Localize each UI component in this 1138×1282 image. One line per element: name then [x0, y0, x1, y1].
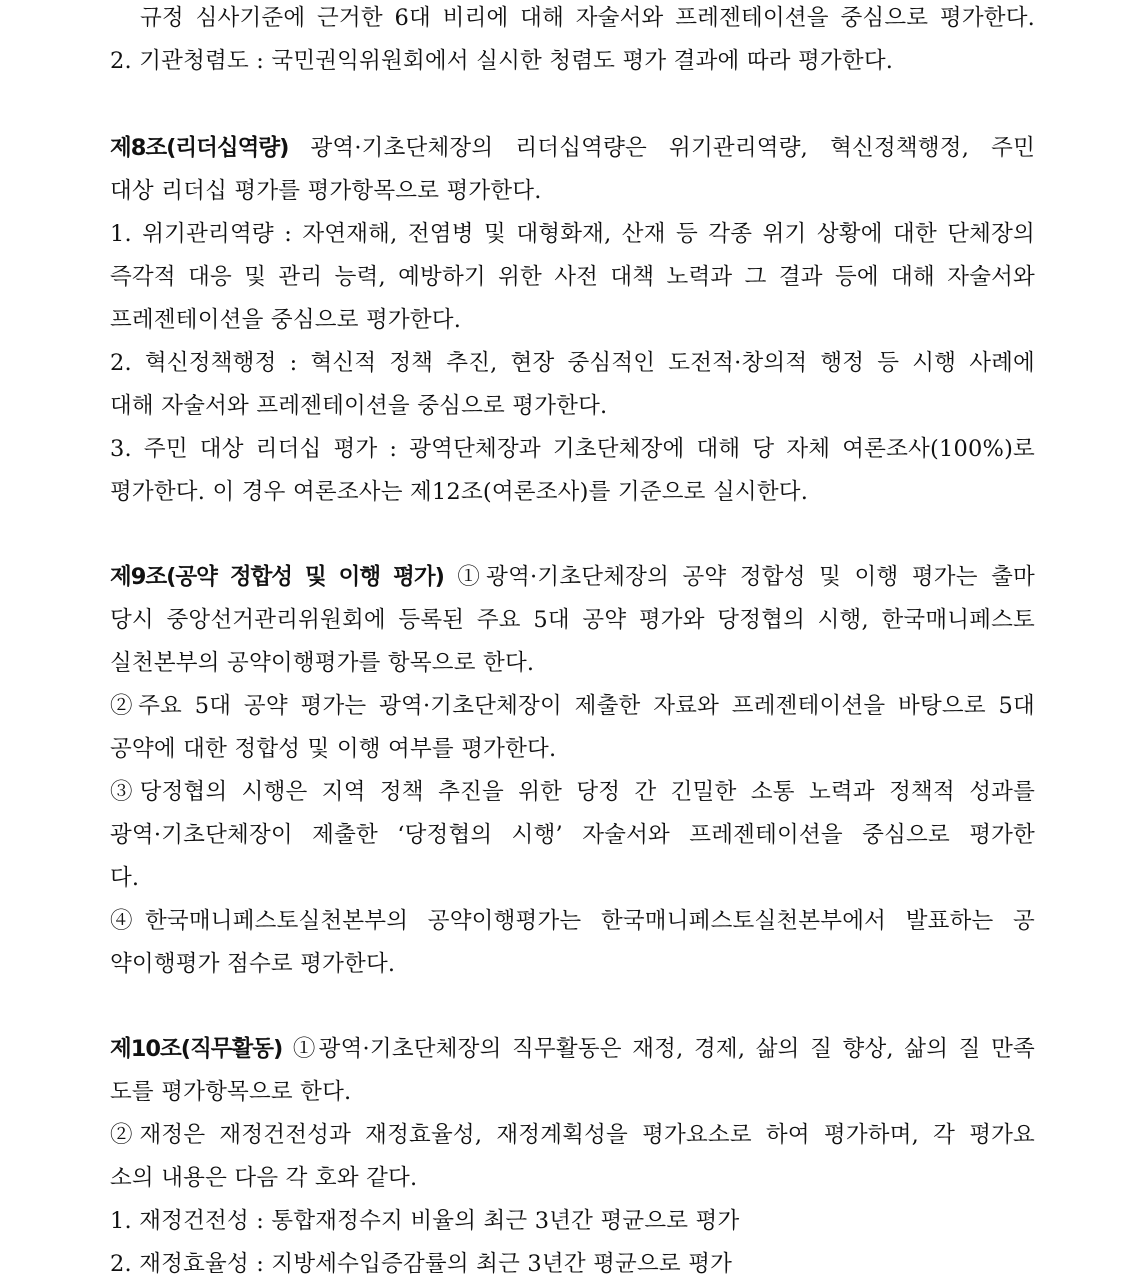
text-line: 2. 기관청렴도 : 국민권익위원회에서 실시한 청렴도 평가 결과에 따라 평가한다. [110, 48, 894, 74]
text-line: 평가한다. 이 경우 여론조사는 제12조(여론조사)를 기준으로 실시한다. [110, 479, 809, 505]
text-line: 규정 심사기준에 근거한 6대 비리에 대해 자술서와 프레젠테이션을 중심으로 평가한다. [140, 5, 1035, 31]
text-line: 프레젠테이션을 중심으로 평가한다. [110, 307, 462, 333]
text-line: 1. 위기관리역량 : 자연재해, 전염병 및 대형화재, 산재 등 각종 위기 상황에 대한 단체장의 [110, 221, 1035, 247]
text-line: 1. 재정건전성 : 통합재정수지 비율의 최근 3년간 평균으로 평가 [110, 1208, 740, 1234]
text-line: 2. 혁신정책행정 : 혁신적 정책 추진, 현장 중심적인 도전적·창의적 행정 등 시행 사례에 [110, 350, 1035, 376]
text-line: ②재정은 재정건전성과 재정효율성, 재정계획성을 평가요소로 하여 평가하며, 각 평가요 [110, 1122, 1035, 1148]
article-9-heading: 제9조(공약 정합성 및 이행 평가) [110, 564, 444, 590]
article-10-heading: 제10조(직무활동) [110, 1036, 283, 1062]
text-line: 도를 평가항목으로 한다. [110, 1079, 352, 1105]
text-line: 3. 주민 대상 리더십 평가 : 광역단체장과 기초단체장에 대해 당 자체 여론조사(100%)로 [110, 436, 1035, 462]
text-line: 대해 자술서와 프레젠테이션을 중심으로 평가한다. [110, 393, 608, 419]
text-line: 약이행평가 점수로 평가한다. [110, 951, 396, 977]
article-8-line: 제8조(리더십역량) 광역·기초단체장의 리더십역량은 위기관리역량, 혁신정책행정, 주민 [110, 135, 1035, 161]
text-line: 소의 내용은 다음 각 호와 같다. [110, 1165, 418, 1191]
article-10-line: 제10조(직무활동) ①광역·기초단체장의 직무활동은 재정, 경제, 삶의 질 향상, 삶의 질 만족 [110, 1036, 1035, 1062]
text-line: 광역·기초단체장이 제출한 ‘당정협의 시행’ 자술서와 프레젠테이션을 중심으로 평가한 [110, 822, 1035, 848]
text-line: 대상 리더십 평가를 평가항목으로 평가한다. [110, 178, 542, 204]
text-line: 즉각적 대응 및 관리 능력, 예방하기 위한 사전 대책 노력과 그 결과 등에 대해 자술서와 [110, 264, 1035, 290]
article-8-heading: 제8조(리더십역량) [110, 135, 289, 161]
text-line: ④한국매니페스토실천본부의 공약이행평가는 한국매니페스토실천본부에서 발표하는 공 [110, 908, 1035, 934]
text-line: 2. 재정효율성 : 지방세수입증감률의 최근 3년간 평균으로 평가 [110, 1251, 733, 1277]
text-line: 다. [110, 865, 140, 891]
text-line: ③당정협의 시행은 지역 정책 추진을 위한 당정 간 긴밀한 소통 노력과 정책적 성과를 [110, 779, 1035, 805]
text-line: 실천본부의 공약이행평가를 항목으로 한다. [110, 650, 535, 676]
text-line: ②주요 5대 공약 평가는 광역·기초단체장이 제출한 자료와 프레젠테이션을 바탕으로 5대 [110, 693, 1035, 719]
text-line: 당시 중앙선거관리위원회에 등록된 주요 5대 공약 평가와 당정협의 시행, 한국매니페스토 [110, 607, 1035, 633]
text-line: 공약에 대한 정합성 및 이행 여부를 평가한다. [110, 736, 557, 762]
article-9-line: 제9조(공약 정합성 및 이행 평가) ①광역·기초단체장의 공약 정합성 및 이행 평가는 출마 [110, 564, 1035, 590]
